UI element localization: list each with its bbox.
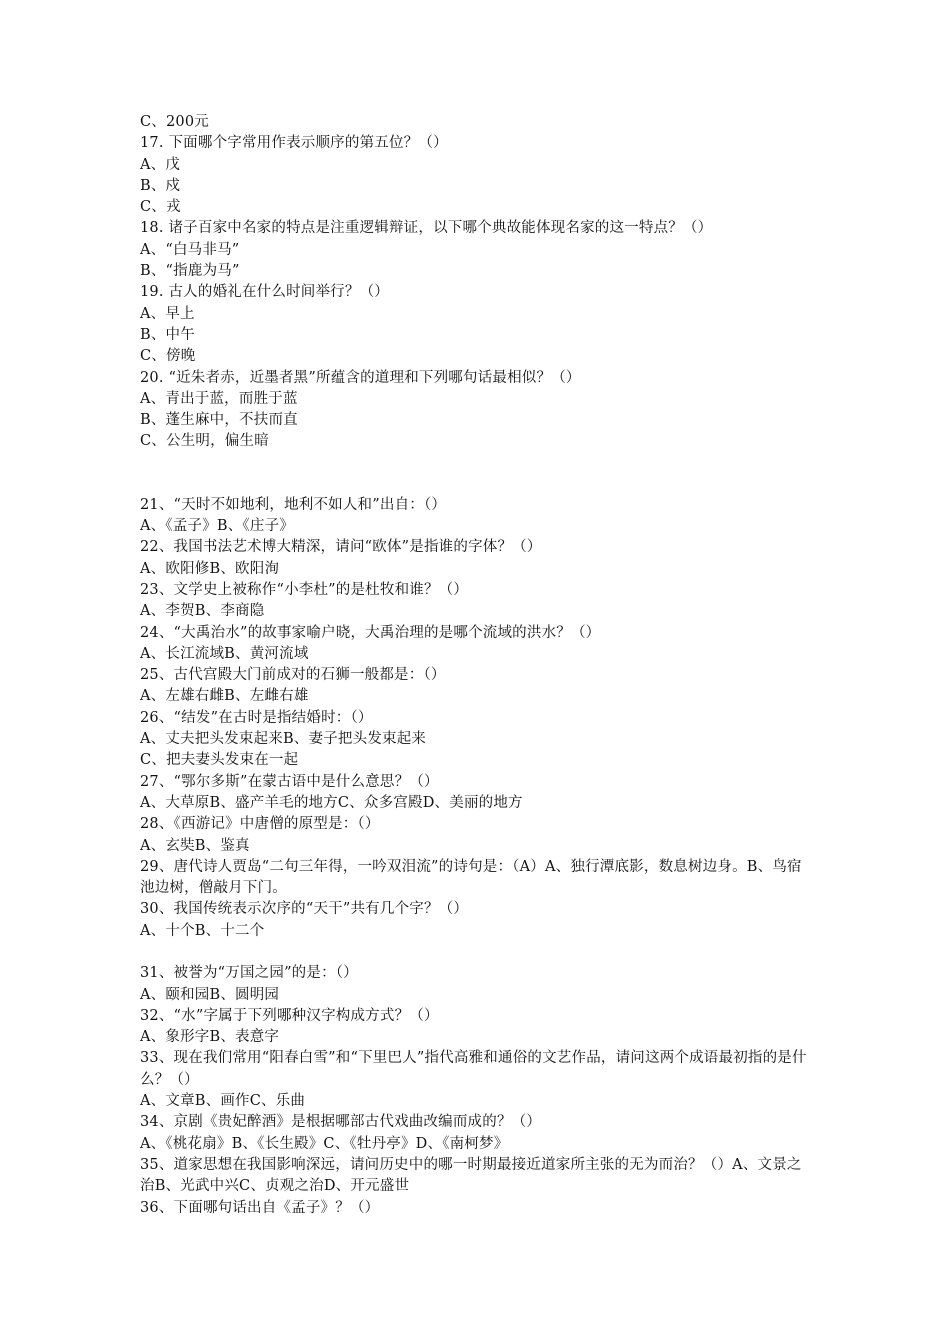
option-line: A、丈夫把头发束起来B、妻子把头发束起来: [140, 731, 427, 748]
question-26: 26、“结发”在古时是指结婚时：（）: [140, 709, 373, 726]
option-line: A、象形字B、表意字: [140, 1029, 280, 1046]
question-35: 35、道家思想在我国影响深远，请问历史中的哪一时期最接近道家所主张的无为而治？（）A、文景之治B、光武中兴C、贞观之治D、开元盛世: [140, 1156, 802, 1195]
option-line: C、把夫妻头发束在一起: [140, 752, 299, 769]
question-17: 17. 下面哪个字常用作表示顺序的第五位？（）: [140, 135, 448, 152]
section-gap: [140, 942, 816, 963]
text-line: C、200元: [140, 114, 209, 130]
option-line: C、傍晚: [140, 348, 196, 365]
question-27: 27、“鄂尔多斯”在蒙古语中是什么意思？（）: [140, 773, 439, 790]
question-25: 25、古代宫殿大门前成对的石狮一般都是：（）: [140, 667, 446, 684]
option-line: A、青出于蓝，而胜于蓝: [140, 390, 298, 407]
option-line: A、戊: [140, 156, 181, 173]
option-line: A、早上: [140, 305, 195, 322]
option-line: A、文章B、画作C、乐曲: [140, 1093, 306, 1110]
question-19: 19. 古人的婚礼在什么时间举行？（）: [140, 284, 389, 301]
section-gap: [140, 453, 816, 495]
question-28: 28、《西游记》中唐僧的原型是：（）: [140, 816, 380, 833]
option-line: A、左雄右雌B、左雌右雄: [140, 688, 309, 705]
question-29: 29、唐代诗人贾岛“二句三年得，一吟双泪流”的诗句是：（A）A、独行潭底影，数息树边身。B、鸟宿池边树，僧敲月下门。: [140, 858, 802, 897]
question-34: 34、京剧《贵妃醉酒》是根据哪部古代戏曲改编而成的？（）: [140, 1114, 542, 1131]
question-36: 36、下面哪句话出自《孟子》？（）: [140, 1199, 380, 1216]
option-line: A、长江流域B、黄河流域: [140, 645, 309, 662]
option-line: A、《孟子》B、《庄子》: [140, 518, 295, 535]
question-21: 21、“天时不如地利，地利不如人和”出自：（）: [140, 496, 447, 513]
question-22: 22、我国书法艺术博大精深，请问“欧体”是指谁的字体？（）: [140, 539, 542, 556]
option-line: B、“指鹿为马”: [140, 263, 240, 280]
question-33: 33、现在我们常用“阳春白雪”和“下里巴人”指代高雅和通俗的文艺作品，请问这两个成语最初指的是什么？（）: [140, 1050, 807, 1088]
option-line: B、戍: [140, 177, 181, 194]
option-line: A、十个B、十二个: [140, 922, 265, 939]
option-line: A、玄奘B、鉴真: [140, 837, 250, 854]
option-line: C、戎: [140, 199, 181, 216]
question-30: 30、我国传统表示次序的“天干”共有几个字？（）: [140, 901, 469, 918]
option-line: A、大草原B、盛产羊毛的地方C、众多宫殿D、美丽的地方: [140, 794, 523, 811]
question-31: 31、被誉为“万国之园”的是：（）: [140, 965, 358, 982]
option-line: B、蓬生麻中，不扶而直: [140, 412, 298, 429]
option-line: C、公生明，偏生暗: [140, 433, 269, 450]
option-line: A、颐和园B、圆明园: [140, 986, 280, 1003]
question-20: 20. “近朱者赤，近墨者黑”所蕴含的道理和下列哪句话最相似？（）: [140, 369, 581, 386]
option-line: B、中午: [140, 326, 195, 343]
document-page: [140, 112, 816, 1219]
question-23: 23、文学史上被称作“小李杜”的是杜牧和谁？（）: [140, 581, 469, 598]
question-18: 18. 诸子百家中名家的特点是注重逻辑辩证，以下哪个典故能体现名家的这一特点？（）: [140, 220, 713, 237]
question-24: 24、“大禹治水”的故事家喻户晓，大禹治理的是哪个流域的洪水？（）: [140, 624, 601, 641]
option-line: A、李贺B、李商隐: [140, 603, 265, 620]
option-line: A、欧阳修B、欧阳洵: [140, 560, 280, 577]
option-line: A、《桃花扇》B、《长生殿》C、《牡丹亭》D、《南柯梦》: [140, 1135, 509, 1152]
question-32: 32、“水”字属于下列哪种汉字构成方式？（）: [140, 1007, 439, 1024]
option-line: A、“白马非马”: [140, 241, 240, 258]
